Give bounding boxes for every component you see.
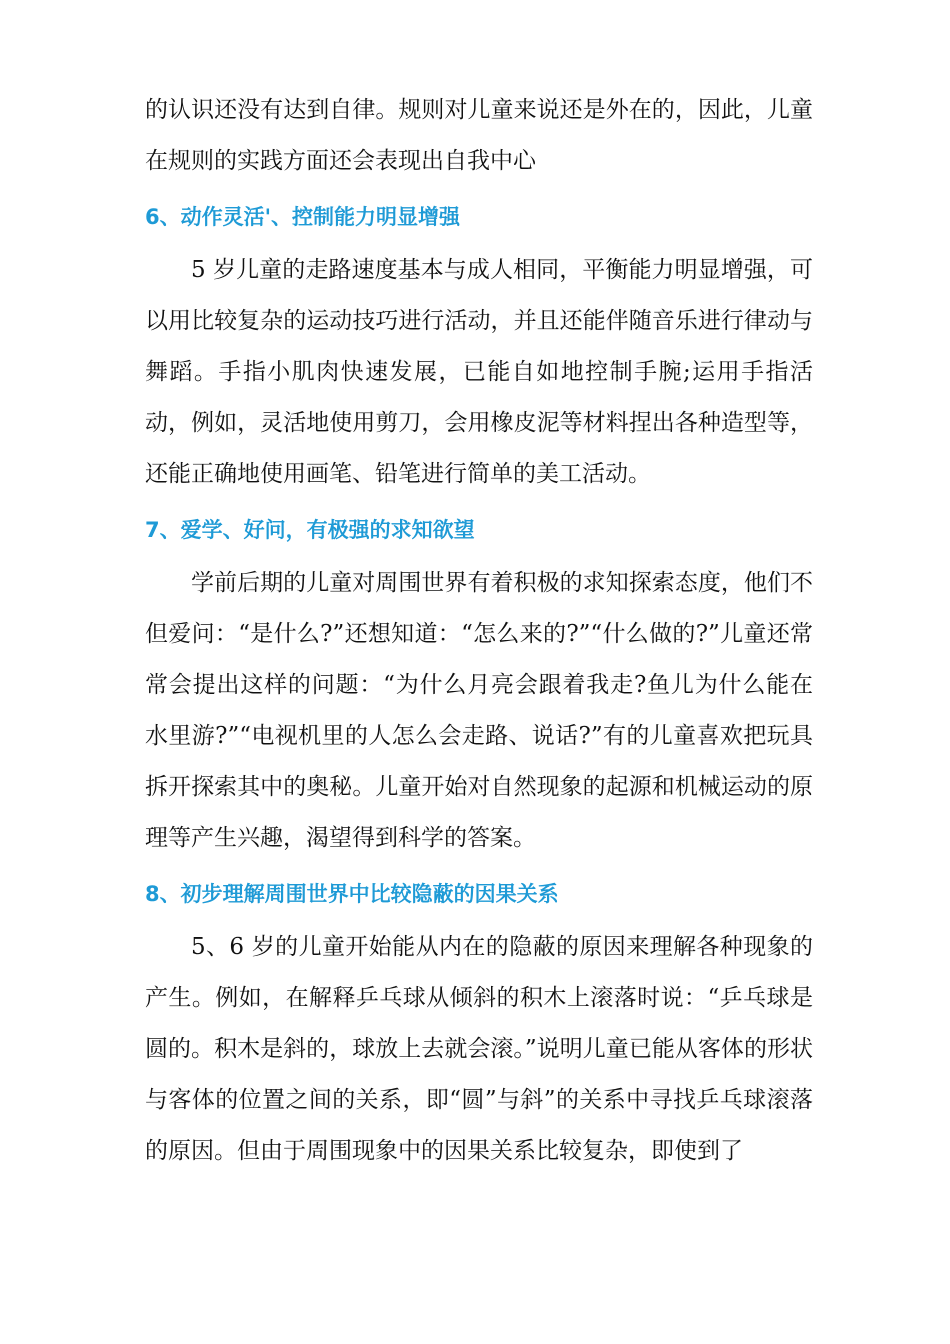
heading-section-6: 6、动作灵活'、控制能力明显增强 [145,205,461,229]
paragraph-section-6: 5 岁儿童的走路速度基本与成人相同，平衡能力明显增强，可以用比较复杂的运动技巧进行活动，并且还能伴随音乐进行律动与舞蹈。手指小肌肉快速发展，已能自如地控制手腕;运用手指活动，例如，灵活地使用剪刀，会用橡皮泥等材料捏出各种造型等，还能正确地使用画笔、铅笔进行简单的美工活动。 [145,257,813,487]
document-body [145,85,813,1177]
heading-section-7: 7、爱学、好问，有极强的求知欲望 [145,518,475,542]
heading-section-8: 8、初步理解周围世界中比较隐蔽的因果关系 [145,882,559,906]
paragraph-section-8: 5、6 岁的儿童开始能从内在的隐蔽的原因来理解各种现象的产生。例如，在解释乒乓球从倾斜的积木上滚落时说：“乒乓球是圆的。积木是斜的，球放上去就会滚。”说明儿童已能从客体的形状与客体的位置之间的关系，即“圆”与斜”的关系中寻找乒乓球滚落的原因。但由于周围现象中的因果关系比较复杂，即使到了 [145,934,813,1164]
paragraph-intro: 的认识还没有达到自律。规则对儿童来说还是外在的，因此，儿童在规则的实践方面还会表现出自我中心 [145,97,813,174]
paragraph-section-7: 学前后期的儿童对周围世界有着积极的求知探索态度，他们不但爱问：“是什么?”还想知道：“怎么来的?”“什么做的?”儿童还常常会提出这样的问题：“为什么月亮会跟着我走?鱼儿为什么能在水里游?”“电视机里的人怎么会走路、说话?”有的儿童喜欢把玩具拆开探索其中的奥秘。儿童开始对自然现象的起源和机械运动的原理等产生兴趣，渴望得到科学的答案。 [145,570,813,851]
